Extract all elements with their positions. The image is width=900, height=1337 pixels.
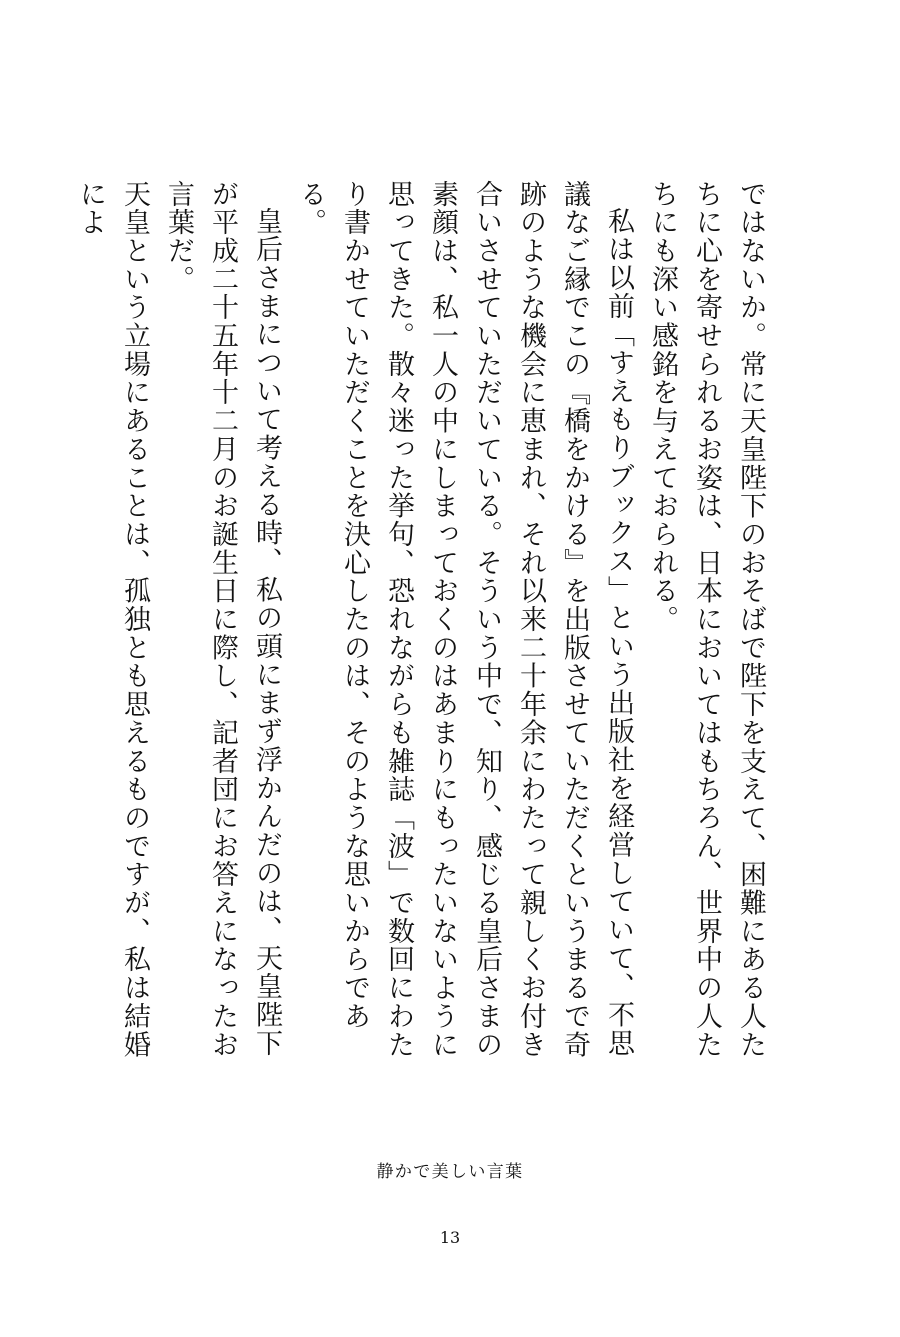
page-number: 13 [439,1228,461,1247]
paragraph-4-quote: 天皇という立場にあることは、孤独とも思えるものですが、私は結婚によ [75,180,150,1059]
paragraph-3: 皇后さまについて考える時、私の頭にまず浮かんだのは、天皇陛下が平成二十五年十二月のお誕生日に際し、記者団にお答えになったお言葉だ。 [163,180,282,1059]
running-title: 静かで美しい言葉 [376,1162,524,1182]
vertical-text-block [75,180,772,1070]
paragraph-2: 私は以前「すえもりブックス」という出版社を経営していて、不思議なご縁でこの『橋をかける』を出版させていただくというまるで奇跡のような機会に恵まれ、それ以来二十年余にわたって親しくお付き合いさせていただいている。そういう中で、知り、感じる皇后さまの素顔は、私一人の中にしまっておくのはあまりにもったいないように思ってきた。散々迷った挙句、恐れながらも雑誌「波」で数回にわたり書かせていただくことを決心したのは、そのような思いからである。 [295,180,634,1059]
paragraph-1: ではないか。常に天皇陛下のおそばで陛下を支えて、困難にある人たちに心を寄せられるお姿は、日本においてはもちろん、世界中の人たちにも深い感銘を与えておられる。 [647,180,766,1059]
